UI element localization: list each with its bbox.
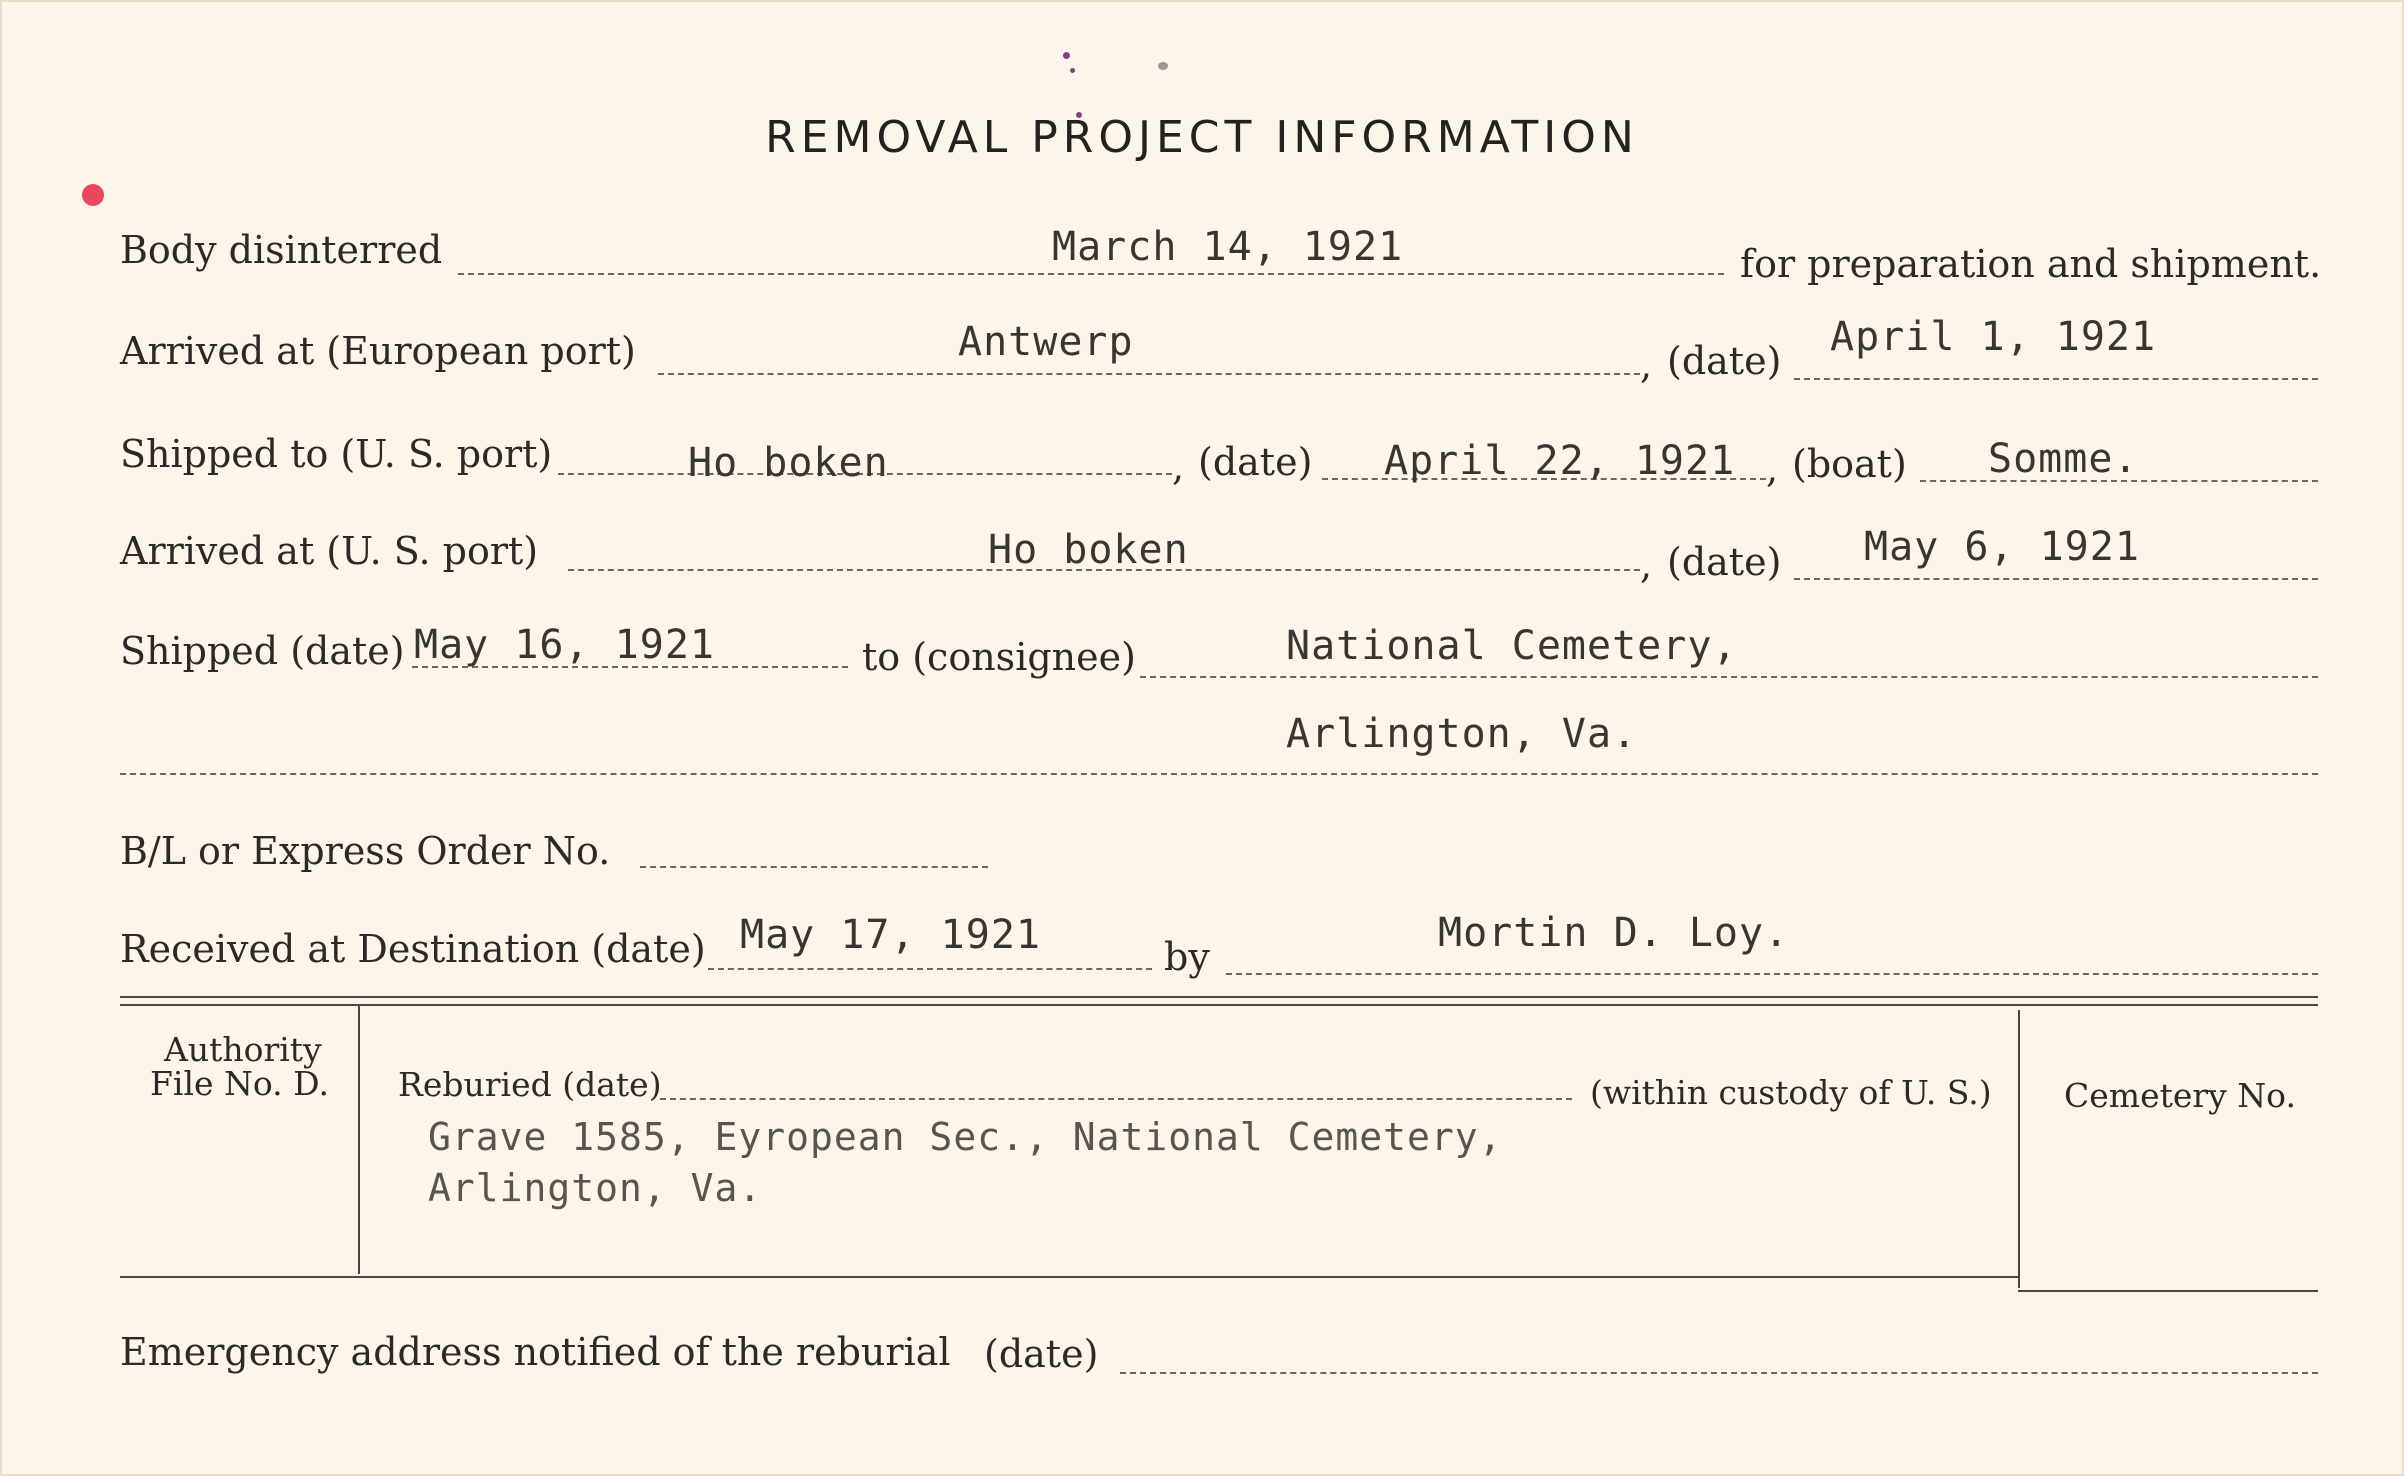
- for-preparation-label: for preparation and shipment.: [1740, 242, 2322, 286]
- bl-order-line: [640, 866, 988, 868]
- body-disinterred-line: [458, 273, 1724, 275]
- european-arrival-date-value: April 1, 1921: [1830, 314, 2157, 360]
- section-bottom-rule-right: [2018, 1290, 2318, 1292]
- shipped-date-label: (date): [1198, 440, 1313, 484]
- european-date-line: [1794, 378, 2318, 380]
- shipped-date-label: Shipped (date): [120, 629, 405, 673]
- european-date-label: (date): [1667, 339, 1782, 383]
- consignee-ship-date-value: May 16, 1921: [414, 622, 715, 668]
- comma-separator: ,: [1172, 445, 1185, 489]
- section-bottom-rule: [120, 1276, 2018, 1278]
- disinterred-date-value: March 14, 1921: [1052, 224, 1404, 270]
- boat-value: Somme.: [1988, 436, 2139, 482]
- to-consignee-label: to (consignee): [862, 635, 1136, 679]
- boat-label: (boat): [1792, 442, 1907, 486]
- within-custody-label: (within custody of U. S.): [1590, 1073, 1992, 1112]
- grey-ink-speck: [1158, 62, 1168, 70]
- consignee-value-line1: National Cemetery,: [1286, 623, 1738, 669]
- cemetery-no-label: Cemetery No.: [2064, 1076, 2296, 1115]
- consignee-line: [1140, 676, 2318, 678]
- consignee-value-line2: Arlington, Va.: [1286, 711, 1638, 757]
- shipped-to-us-label: Shipped to (U. S. port): [120, 432, 553, 476]
- reburied-date-line: [660, 1098, 1572, 1100]
- authority-label-line1: Authority: [164, 1030, 322, 1069]
- violet-ink-speck: [1063, 52, 1070, 59]
- emergency-date-line: [1120, 1372, 2318, 1374]
- authority-divider: [358, 1006, 360, 1274]
- us-port-arrived-value: Ho boken: [988, 527, 1189, 573]
- bl-order-label: B/L or Express Order No.: [120, 829, 611, 873]
- section-top-rule-inner: [120, 1004, 2318, 1006]
- cemetery-divider: [2018, 1010, 2020, 1288]
- european-port-value: Antwerp: [958, 319, 1134, 365]
- received-date-value: May 17, 1921: [740, 912, 1041, 958]
- shipped-date-value: April 22, 1921: [1384, 438, 1736, 484]
- grave-value-line1: Grave 1585, Eyropean Sec., National Cemetery,: [428, 1115, 1503, 1159]
- us-date-line: [1794, 578, 2318, 580]
- section-top-rule: [120, 996, 2318, 998]
- us-port-shipped-value: Ho boken: [688, 440, 889, 486]
- authority-label-line2: File No. D.: [150, 1064, 329, 1103]
- page-title: REMOVAL PROJECT INFORMATION: [765, 112, 1639, 163]
- emergency-label: Emergency address notified of the reburial: [120, 1330, 951, 1374]
- us-date-label: (date): [1667, 540, 1782, 584]
- european-port-line: [658, 373, 1640, 375]
- comma-separator: ,: [1640, 343, 1653, 387]
- violet-ink-speck: [1070, 68, 1075, 73]
- comma-separator: ,: [1766, 447, 1779, 491]
- consignee-continuation-line: [120, 773, 2318, 775]
- received-date-line: [708, 968, 1152, 970]
- received-by-line: [1226, 973, 2318, 975]
- body-disinterred-label: Body disinterred: [120, 228, 443, 272]
- arrived-european-label: Arrived at (European port): [120, 329, 636, 373]
- grave-value-line2: Arlington, Va.: [428, 1166, 763, 1210]
- emergency-date-label: (date): [984, 1332, 1099, 1376]
- reburied-date-label: Reburied (date): [398, 1065, 662, 1104]
- us-arrival-date-value: May 6, 1921: [1864, 524, 2140, 570]
- red-ink-dot: [82, 184, 104, 206]
- received-by-value: Mortin D. Loy.: [1438, 910, 1790, 956]
- received-destination-label: Received at Destination (date): [120, 927, 706, 971]
- comma-separator: ,: [1640, 543, 1653, 587]
- by-label: by: [1164, 935, 1210, 979]
- arrived-us-label: Arrived at (U. S. port): [120, 529, 539, 573]
